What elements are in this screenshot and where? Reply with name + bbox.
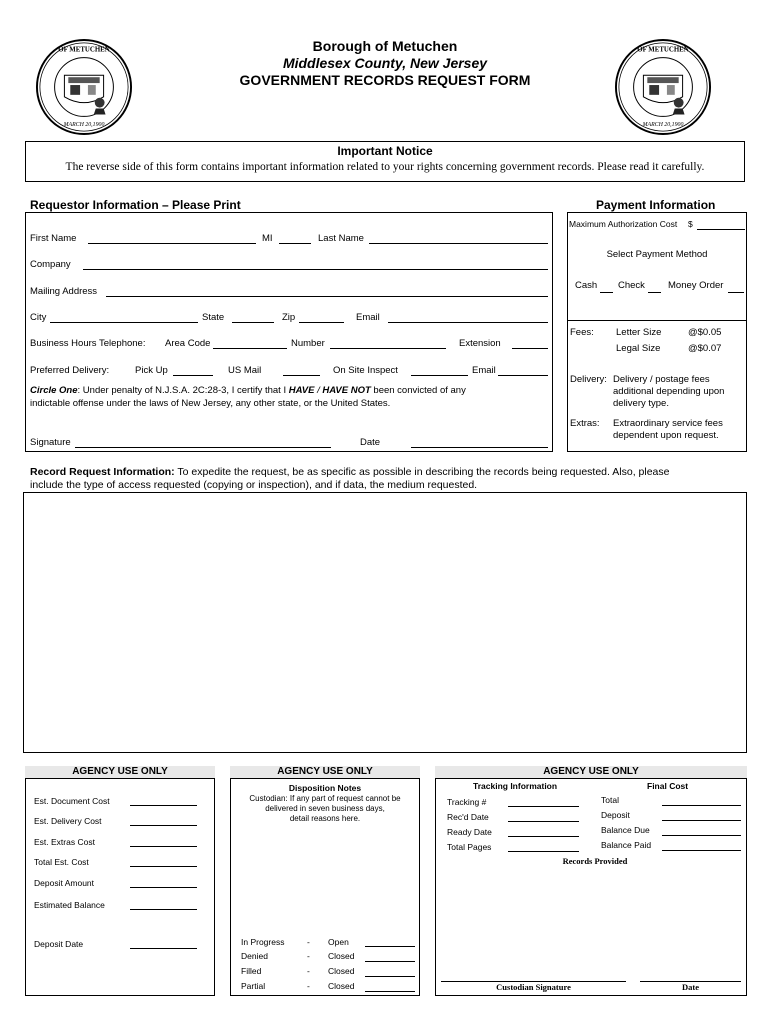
total-est-cost-label: Total Est. Cost — [34, 857, 89, 867]
status-closed-1: Closed — [328, 951, 355, 961]
record-request-heading: Record Request Information: — [30, 466, 175, 478]
agency-use-only-2: AGENCY USE ONLY — [230, 766, 420, 778]
status-closed-field-1[interactable] — [365, 961, 415, 962]
notice-box — [25, 141, 745, 182]
deposit-date-field[interactable] — [130, 948, 197, 949]
status-dash-3: - — [307, 966, 310, 976]
deposit-amount-label: Deposit Amount — [34, 878, 95, 888]
agency-use-only-1: AGENCY USE ONLY — [25, 766, 215, 778]
email-label: Email — [356, 312, 380, 323]
record-request-text: To expedite the request, be as specific as possible in describing the records being requested. Also, please — [174, 466, 670, 478]
form-title: GOVERNMENT RECORDS REQUEST FORM — [239, 72, 531, 88]
onsite-field[interactable] — [411, 375, 468, 376]
have-option[interactable]: HAVE — [288, 385, 315, 396]
phone-label: Business Hours Telephone: — [30, 338, 146, 349]
payment-heading: Payment Information — [596, 198, 716, 212]
borough-seal-left — [35, 38, 133, 136]
tracking-box — [435, 778, 747, 996]
money-order-field[interactable] — [728, 292, 744, 293]
cert-text-a: : Under penalty of N.J.S.A. 2C:28-3, I certify that I — [77, 385, 287, 396]
est-document-cost-field[interactable] — [130, 805, 197, 806]
state-label: State — [202, 312, 225, 323]
mi-label: MI — [262, 233, 273, 244]
balance-paid-label: Balance Paid — [601, 840, 652, 850]
mailing-label: Mailing Address — [30, 286, 98, 297]
last-name-label: Last Name — [318, 233, 364, 244]
agency-use-only-3: AGENCY USE ONLY — [435, 766, 747, 778]
money-order-label: Money Order — [668, 280, 724, 291]
svg-text:MARCH 20,1900: MARCH 20,1900 — [642, 122, 684, 129]
extras-text-2: dependent upon request. — [613, 430, 719, 441]
notice-title: Important Notice — [337, 144, 433, 158]
area-code-label: Area Code — [165, 338, 211, 349]
last-name-field[interactable] — [369, 243, 548, 244]
status-filled: Filled — [241, 966, 262, 976]
disposition-note-1: Custodian: If any part of request cannot be — [249, 794, 401, 803]
status-dash-1: - — [307, 937, 310, 947]
have-slash: / — [317, 385, 320, 396]
cert-text-c: indictable offense under the laws of New Jersey, any other state, or the United States. — [30, 398, 391, 409]
extension-field[interactable] — [512, 348, 548, 349]
tracking-number-field[interactable] — [508, 806, 579, 807]
zip-field[interactable] — [299, 322, 344, 323]
est-extras-cost-field[interactable] — [130, 846, 197, 847]
borough-title: Borough of Metuchen — [312, 38, 458, 54]
letter-price: @$0.05 — [688, 327, 722, 338]
record-request-intro — [30, 466, 669, 478]
city-label: City — [30, 312, 47, 323]
pickup-field[interactable] — [173, 375, 213, 376]
certification-line — [30, 385, 466, 396]
record-request-text-2: include the type of access requested (copying or inspection), and if data, the medium requested. — [30, 479, 478, 491]
email-delivery-label: Email — [472, 365, 496, 376]
est-delivery-cost-field[interactable] — [130, 825, 197, 826]
final-cost-title: Final Cost — [647, 781, 689, 791]
ready-date-label: Ready Date — [447, 827, 492, 837]
usmail-field[interactable] — [283, 375, 320, 376]
balance-paid-field[interactable] — [662, 850, 741, 851]
status-partial: Partial — [241, 981, 266, 991]
deposit-date-label: Deposit Date — [34, 939, 84, 949]
tracking-info-title: Tracking Information — [473, 781, 558, 791]
dollar-sign: $ — [688, 219, 693, 229]
number-label: Number — [291, 338, 325, 349]
deposit-amount-field[interactable] — [130, 887, 197, 888]
signature-field[interactable] — [75, 447, 331, 448]
delivery-fee-text-1: Delivery / postage fees — [613, 374, 710, 385]
final-deposit-field[interactable] — [662, 820, 741, 821]
number-field[interactable] — [330, 348, 446, 349]
final-total-label: Total — [601, 795, 619, 805]
status-closed-field-2[interactable] — [365, 976, 415, 977]
extras-text-1: Extraordinary service fees — [613, 418, 723, 429]
signature-label: Signature — [30, 437, 71, 448]
total-pages-field[interactable] — [508, 851, 579, 852]
requestor-heading: Requestor Information – Please Print — [30, 198, 241, 212]
letter-size-label: Letter Size — [616, 327, 662, 338]
disposition-note-3: detail reasons here. — [289, 814, 361, 823]
legal-price: @$0.07 — [688, 343, 722, 354]
extras-label: Extras: — [570, 418, 600, 429]
status-open-field[interactable] — [365, 946, 415, 947]
cash-field[interactable] — [600, 292, 613, 293]
date-label: Date — [360, 437, 381, 448]
final-deposit-label: Deposit — [601, 810, 630, 820]
disposition-notes-title: Disposition Notes — [288, 783, 362, 793]
requestor-box — [25, 212, 553, 452]
payment-divider — [567, 320, 747, 321]
check-field[interactable] — [648, 292, 661, 293]
status-dash-2: - — [307, 951, 310, 961]
usmail-label: US Mail — [228, 365, 262, 376]
borough-seal-right — [614, 38, 712, 136]
first-name-field[interactable] — [88, 243, 256, 244]
est-extras-cost-label: Est. Extras Cost — [34, 837, 95, 847]
state-field[interactable] — [232, 322, 274, 323]
svg-text:MARCH 20,1900: MARCH 20,1900 — [63, 122, 105, 129]
record-request-area[interactable] — [23, 492, 747, 753]
svg-text:OF METUCHEN: OF METUCHEN — [637, 46, 689, 54]
total-est-cost-field[interactable] — [130, 866, 197, 867]
estimated-balance-label: Estimated Balance — [34, 900, 105, 910]
notice-text: The reverse side of this form contains important information related to your rights concerning government records. Please read it carefully. — [65, 161, 705, 173]
first-name-label: First Name — [30, 233, 77, 244]
email-delivery-field[interactable] — [498, 375, 548, 376]
balance-due-label: Balance Due — [601, 825, 650, 835]
date-field[interactable] — [411, 447, 548, 448]
estimated-balance-field[interactable] — [130, 909, 197, 910]
onsite-label: On Site Inspect — [333, 365, 398, 376]
check-label: Check — [618, 280, 645, 291]
final-total-field[interactable] — [662, 805, 741, 806]
tracking-number-label: Tracking # — [447, 797, 487, 807]
have-not-option[interactable]: HAVE NOT — [322, 385, 371, 396]
city-field[interactable] — [50, 322, 198, 323]
area-code-field[interactable] — [213, 348, 287, 349]
cash-label: Cash — [575, 280, 598, 291]
recd-date-label: Rec'd Date — [447, 812, 489, 822]
legal-size-label: Legal Size — [616, 343, 661, 354]
max-auth-label: Maximum Authorization Cost — [569, 219, 678, 229]
cert-text-b: been convicted of any — [373, 385, 466, 396]
email-field[interactable] — [388, 322, 548, 323]
delivery-fee-text-3: delivery type. — [613, 398, 669, 409]
circle-one: Circle One — [30, 385, 78, 396]
status-closed-2: Closed — [328, 966, 355, 976]
status-closed-3: Closed — [328, 981, 355, 991]
fees-label: Fees: — [570, 327, 594, 338]
balance-due-field[interactable] — [662, 835, 741, 836]
records-provided-label: Records Provided — [562, 856, 628, 866]
custodian-signature-label: Custodian Signature — [496, 982, 571, 992]
status-dash-4: - — [307, 981, 310, 991]
company-label: Company — [30, 259, 71, 270]
status-denied: Denied — [241, 951, 268, 961]
ready-date-field[interactable] — [508, 836, 579, 837]
pickup-label: Pick Up — [135, 365, 168, 376]
extension-label: Extension — [459, 338, 501, 349]
custodian-date-label: Date — [682, 982, 699, 992]
zip-label: Zip — [282, 312, 296, 323]
delivery-label: Preferred Delivery: — [30, 365, 110, 376]
est-document-cost-label: Est. Document Cost — [34, 796, 110, 806]
recd-date-field[interactable] — [508, 821, 579, 822]
svg-text:OF METUCHEN: OF METUCHEN — [58, 46, 110, 54]
max-auth-field[interactable] — [697, 229, 745, 230]
status-in-progress: In Progress — [241, 937, 285, 947]
disposition-note-2: delivered in seven business days, — [265, 804, 385, 813]
total-pages-label: Total Pages — [447, 842, 492, 852]
est-delivery-cost-label: Est. Delivery Cost — [34, 816, 102, 826]
county-title: Middlesex County, New Jersey — [282, 55, 488, 71]
status-closed-field-3[interactable] — [365, 991, 415, 992]
delivery-fee-text-2: additional depending upon — [613, 386, 725, 397]
delivery-fee-label: Delivery: — [570, 374, 607, 385]
company-field[interactable] — [83, 269, 548, 270]
status-open: Open — [328, 937, 349, 947]
select-payment-label: Select Payment Method — [606, 249, 708, 260]
mailing-field[interactable] — [106, 296, 548, 297]
mi-field[interactable] — [279, 243, 311, 244]
